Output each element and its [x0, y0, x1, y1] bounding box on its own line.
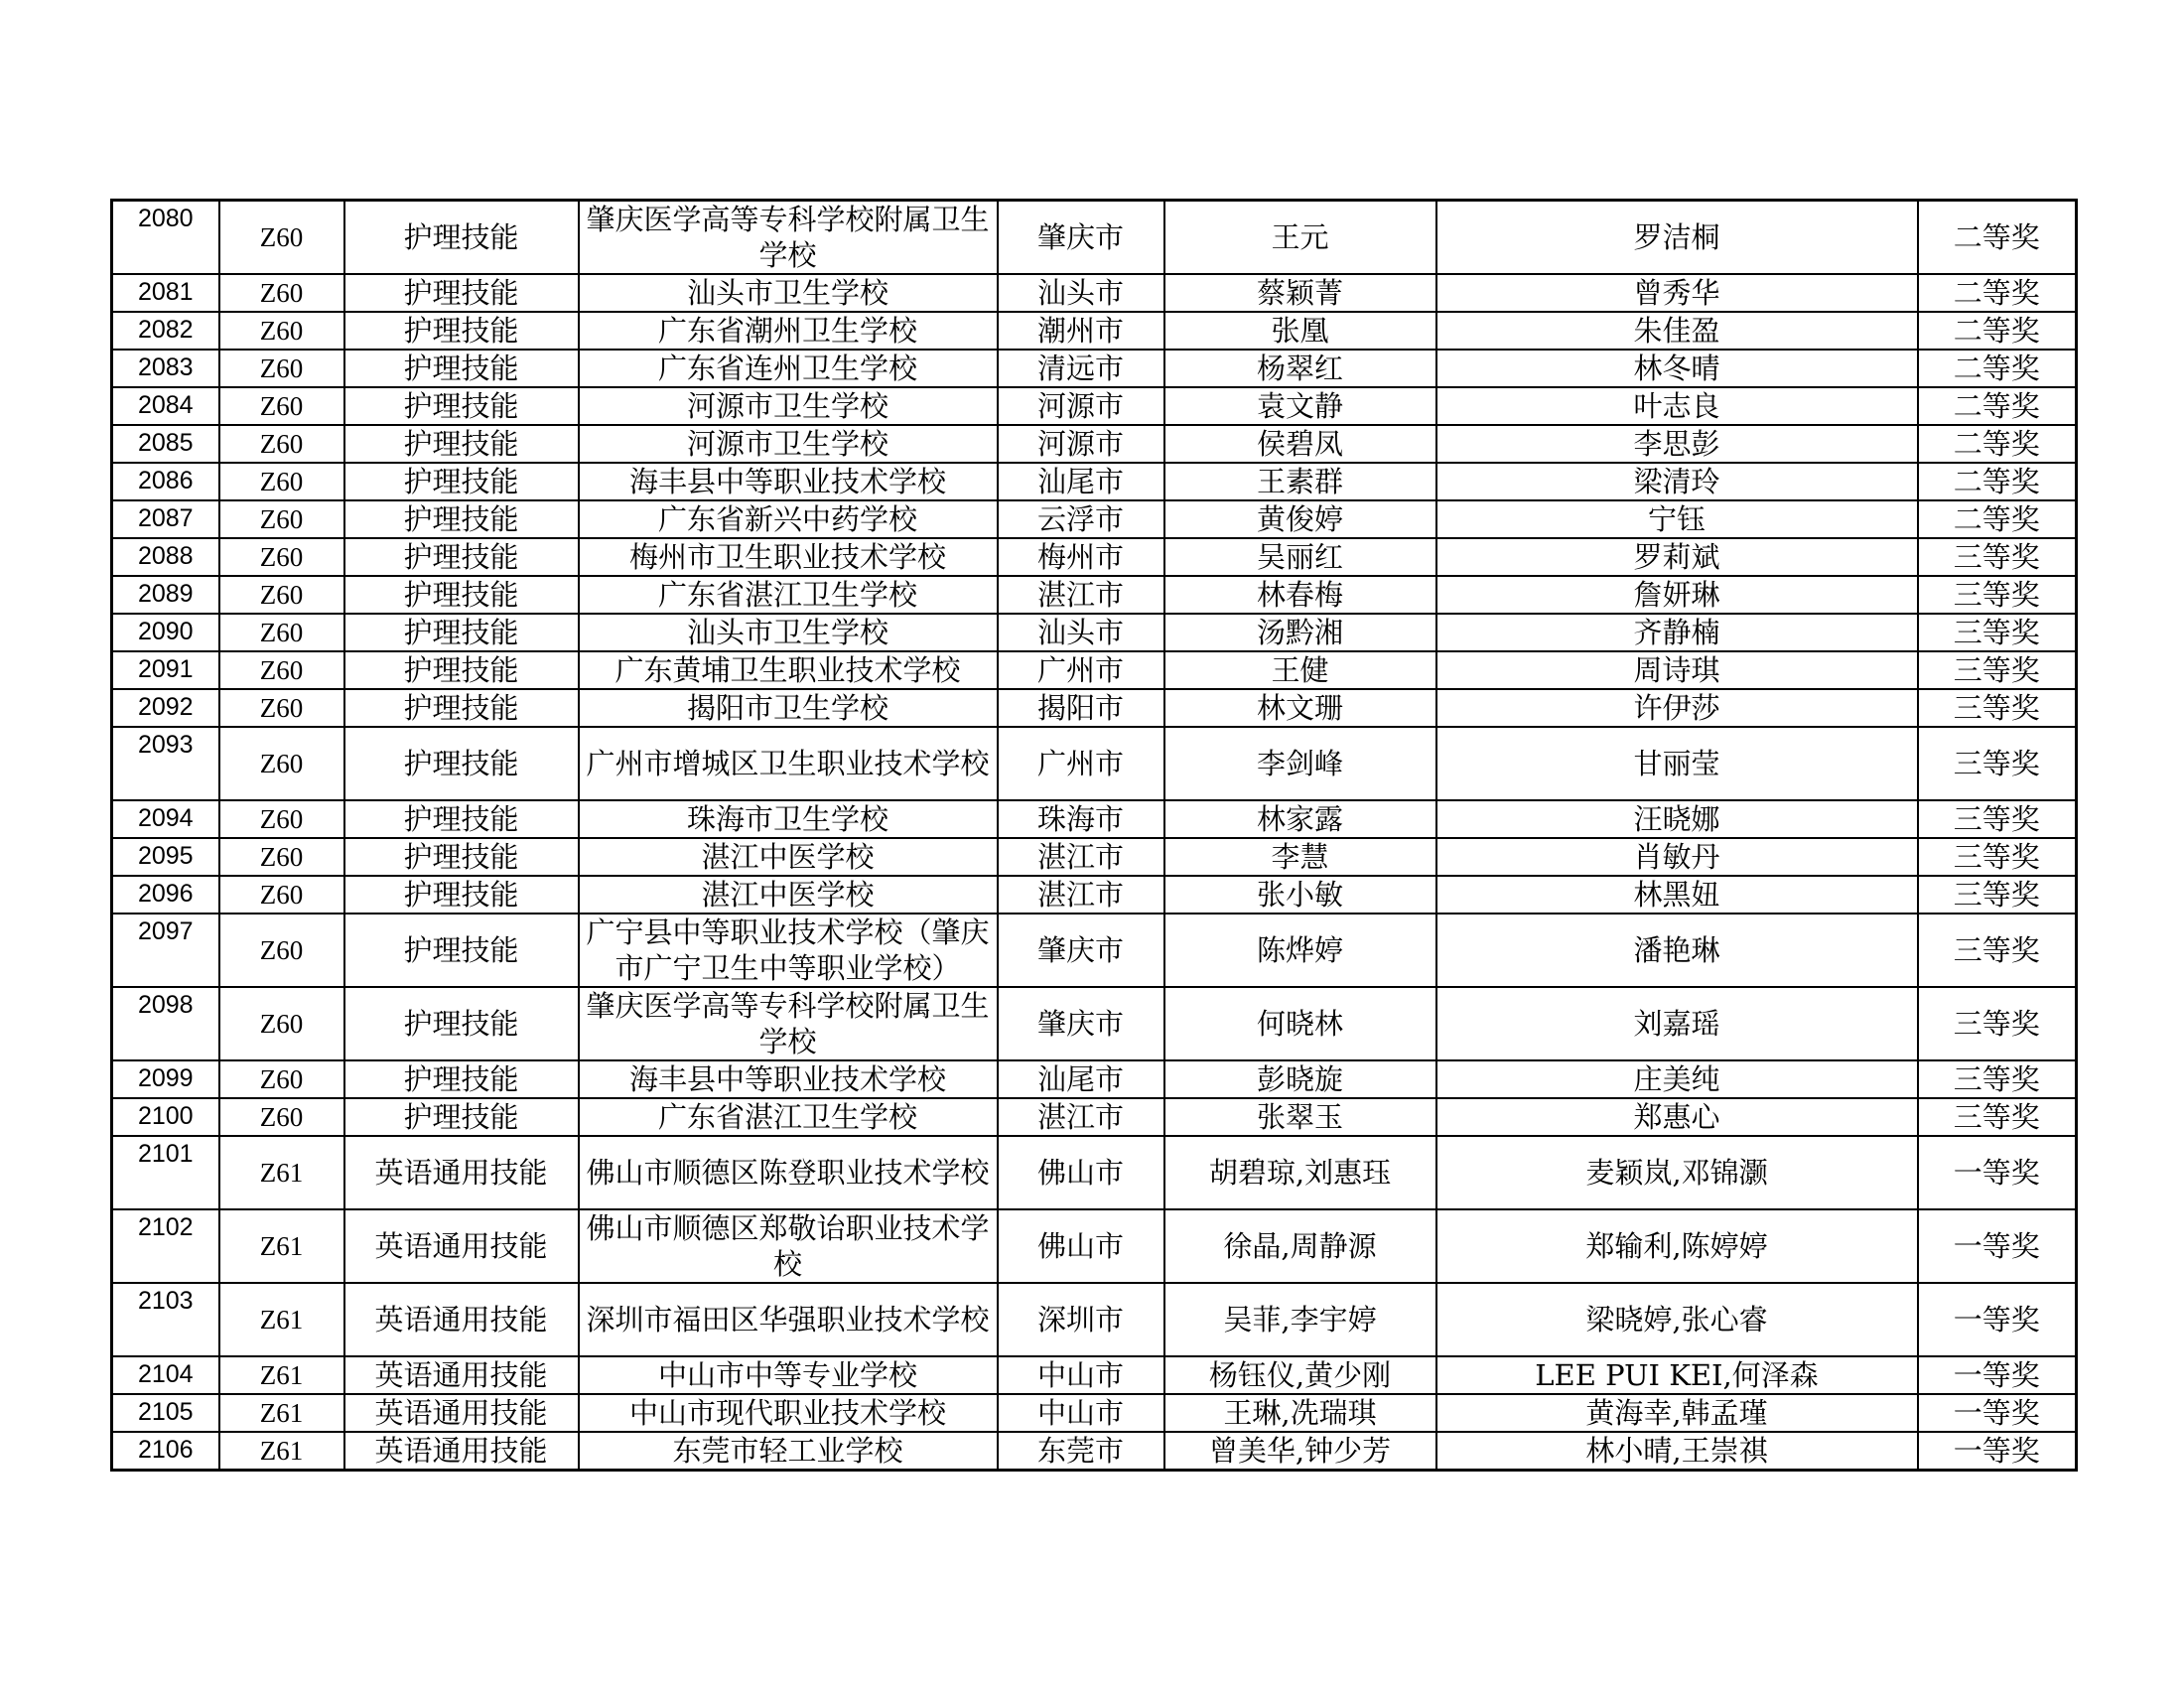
event-name-cell: 护理技能 [344, 576, 579, 614]
table-row [112, 800, 2077, 838]
event-name-cell: 护理技能 [344, 914, 579, 987]
student-names-cell: 胡碧琼,刘惠珏 [1164, 1136, 1436, 1209]
award-level-cell: 一等奖 [1918, 1432, 2077, 1471]
school-name-cell: 广东省湛江卫生学校 [579, 576, 998, 614]
event-code-cell: Z60 [219, 1098, 344, 1136]
school-name-cell: 揭阳市卫生学校 [579, 689, 998, 727]
event-name-cell: 护理技能 [344, 500, 579, 538]
award-level-cell: 三等奖 [1918, 914, 2077, 987]
event-code-cell: Z60 [219, 274, 344, 312]
student-names-cell: 吴丽红 [1164, 538, 1436, 576]
student-names-cell: 张翠玉 [1164, 1098, 1436, 1136]
row-number-cell: 2086 [112, 463, 219, 500]
school-name-cell: 中山市现代职业技术学校 [579, 1394, 998, 1432]
row-number-cell: 2080 [112, 201, 219, 275]
award-level-cell: 二等奖 [1918, 350, 2077, 387]
event-code-cell: Z60 [219, 463, 344, 500]
table-row [112, 1356, 2077, 1394]
event-name-cell: 英语通用技能 [344, 1394, 579, 1432]
row-number-cell: 2085 [112, 425, 219, 463]
city-cell: 河源市 [998, 425, 1164, 463]
student-names-cell: 张小敏 [1164, 876, 1436, 914]
award-level-cell: 三等奖 [1918, 800, 2077, 838]
row-number-cell: 2084 [112, 387, 219, 425]
event-code-cell: Z60 [219, 727, 344, 800]
teacher-names-cell: 詹妍琳 [1436, 576, 1918, 614]
event-name-cell: 护理技能 [344, 800, 579, 838]
row-number-cell: 2091 [112, 651, 219, 689]
table-row [112, 1432, 2077, 1471]
event-code-cell: Z60 [219, 914, 344, 987]
event-name-cell: 英语通用技能 [344, 1283, 579, 1356]
student-names-cell: 黄俊婷 [1164, 500, 1436, 538]
city-cell: 广州市 [998, 651, 1164, 689]
student-names-cell: 何晓林 [1164, 987, 1436, 1060]
event-name-cell: 护理技能 [344, 651, 579, 689]
award-level-cell: 二等奖 [1918, 425, 2077, 463]
event-code-cell: Z60 [219, 350, 344, 387]
city-cell: 揭阳市 [998, 689, 1164, 727]
event-name-cell: 护理技能 [344, 312, 579, 350]
teacher-names-cell: 黄海幸,韩孟瑾 [1436, 1394, 1918, 1432]
city-cell: 清远市 [998, 350, 1164, 387]
event-name-cell: 护理技能 [344, 689, 579, 727]
table-row [112, 463, 2077, 500]
table-row [112, 651, 2077, 689]
table-row [112, 876, 2077, 914]
row-number-cell: 2102 [112, 1209, 219, 1283]
city-cell: 东莞市 [998, 1432, 1164, 1471]
teacher-names-cell: 梁晓婷,张心睿 [1436, 1283, 1918, 1356]
teacher-names-cell: 刘嘉瑶 [1436, 987, 1918, 1060]
school-name-cell: 梅州市卫生职业技术学校 [579, 538, 998, 576]
teacher-names-cell: 林黑妞 [1436, 876, 1918, 914]
table-row [112, 1283, 2077, 1356]
award-level-cell: 三等奖 [1918, 876, 2077, 914]
table-row [112, 201, 2077, 275]
row-number-cell: 2096 [112, 876, 219, 914]
event-name-cell: 护理技能 [344, 274, 579, 312]
event-name-cell: 护理技能 [344, 838, 579, 876]
row-number-cell: 2088 [112, 538, 219, 576]
event-name-cell: 护理技能 [344, 425, 579, 463]
teacher-names-cell: 林冬晴 [1436, 350, 1918, 387]
school-name-cell: 佛山市顺德区陈登职业技术学校 [579, 1136, 998, 1209]
table-row [112, 614, 2077, 651]
city-cell: 肇庆市 [998, 914, 1164, 987]
event-code-cell: Z60 [219, 651, 344, 689]
row-number-cell: 2104 [112, 1356, 219, 1394]
row-number-cell: 2101 [112, 1136, 219, 1209]
award-level-cell: 三等奖 [1918, 1060, 2077, 1098]
school-name-cell: 广东省潮州卫生学校 [579, 312, 998, 350]
event-code-cell: Z61 [219, 1283, 344, 1356]
event-name-cell: 护理技能 [344, 987, 579, 1060]
city-cell: 湛江市 [998, 876, 1164, 914]
award-level-cell: 三等奖 [1918, 1098, 2077, 1136]
school-name-cell: 广州市增城区卫生职业技术学校 [579, 727, 998, 800]
student-names-cell: 徐晶,周静源 [1164, 1209, 1436, 1283]
award-level-cell: 二等奖 [1918, 312, 2077, 350]
row-number-cell: 2105 [112, 1394, 219, 1432]
school-name-cell: 广东黄埔卫生职业技术学校 [579, 651, 998, 689]
event-name-cell: 英语通用技能 [344, 1209, 579, 1283]
city-cell: 湛江市 [998, 576, 1164, 614]
teacher-names-cell: 甘丽莹 [1436, 727, 1918, 800]
table-row [112, 387, 2077, 425]
table-row [112, 1136, 2077, 1209]
row-number-cell: 2081 [112, 274, 219, 312]
student-names-cell: 王素群 [1164, 463, 1436, 500]
award-level-cell: 三等奖 [1918, 614, 2077, 651]
event-name-cell: 护理技能 [344, 727, 579, 800]
row-number-cell: 2106 [112, 1432, 219, 1471]
event-name-cell: 护理技能 [344, 387, 579, 425]
event-code-cell: Z61 [219, 1136, 344, 1209]
event-code-cell: Z61 [219, 1432, 344, 1471]
award-level-cell: 二等奖 [1918, 500, 2077, 538]
student-names-cell: 林文珊 [1164, 689, 1436, 727]
event-code-cell: Z60 [219, 576, 344, 614]
city-cell: 珠海市 [998, 800, 1164, 838]
event-code-cell: Z60 [219, 1060, 344, 1098]
award-level-cell: 一等奖 [1918, 1209, 2077, 1283]
award-level-cell: 三等奖 [1918, 538, 2077, 576]
row-number-cell: 2083 [112, 350, 219, 387]
event-code-cell: Z60 [219, 425, 344, 463]
student-names-cell: 吴菲,李宇婷 [1164, 1283, 1436, 1356]
city-cell: 深圳市 [998, 1283, 1164, 1356]
event-code-cell: Z61 [219, 1356, 344, 1394]
city-cell: 肇庆市 [998, 201, 1164, 275]
school-name-cell: 汕头市卫生学校 [579, 614, 998, 651]
event-name-cell: 护理技能 [344, 876, 579, 914]
city-cell: 广州市 [998, 727, 1164, 800]
award-level-cell: 二等奖 [1918, 201, 2077, 275]
school-name-cell: 海丰县中等职业技术学校 [579, 463, 998, 500]
school-name-cell: 广东省湛江卫生学校 [579, 1098, 998, 1136]
city-cell: 汕头市 [998, 614, 1164, 651]
event-code-cell: Z60 [219, 614, 344, 651]
city-cell: 汕头市 [998, 274, 1164, 312]
school-name-cell: 广东省连州卫生学校 [579, 350, 998, 387]
city-cell: 汕尾市 [998, 1060, 1164, 1098]
student-names-cell: 王健 [1164, 651, 1436, 689]
event-code-cell: Z60 [219, 500, 344, 538]
city-cell: 湛江市 [998, 838, 1164, 876]
student-names-cell: 侯碧凤 [1164, 425, 1436, 463]
event-name-cell: 护理技能 [344, 201, 579, 275]
row-number-cell: 2092 [112, 689, 219, 727]
event-name-cell: 护理技能 [344, 538, 579, 576]
teacher-names-cell: 罗莉斌 [1436, 538, 1918, 576]
city-cell: 肇庆市 [998, 987, 1164, 1060]
event-code-cell: Z60 [219, 312, 344, 350]
city-cell: 中山市 [998, 1394, 1164, 1432]
student-names-cell: 彭晓旋 [1164, 1060, 1436, 1098]
teacher-names-cell: 林小晴,王崇祺 [1436, 1432, 1918, 1471]
event-code-cell: Z60 [219, 689, 344, 727]
teacher-names-cell: 叶志良 [1436, 387, 1918, 425]
table-row [112, 914, 2077, 987]
city-cell: 云浮市 [998, 500, 1164, 538]
school-name-cell: 湛江中医学校 [579, 838, 998, 876]
school-name-cell: 广东省新兴中药学校 [579, 500, 998, 538]
award-level-cell: 二等奖 [1918, 463, 2077, 500]
teacher-names-cell: 郑惠心 [1436, 1098, 1918, 1136]
table-row [112, 350, 2077, 387]
teacher-names-cell: 肖敏丹 [1436, 838, 1918, 876]
teacher-names-cell: 郑输利,陈婷婷 [1436, 1209, 1918, 1283]
event-code-cell: Z60 [219, 838, 344, 876]
row-number-cell: 2095 [112, 838, 219, 876]
award-level-cell: 三等奖 [1918, 987, 2077, 1060]
teacher-names-cell: 罗洁桐 [1436, 201, 1918, 275]
student-names-cell: 李剑峰 [1164, 727, 1436, 800]
school-name-cell: 肇庆医学高等专科学校附属卫生学校 [579, 987, 998, 1060]
award-level-cell: 三等奖 [1918, 651, 2077, 689]
student-names-cell: 李慧 [1164, 838, 1436, 876]
teacher-names-cell: 庄美纯 [1436, 1060, 1918, 1098]
event-name-cell: 护理技能 [344, 350, 579, 387]
student-names-cell: 林家露 [1164, 800, 1436, 838]
row-number-cell: 2097 [112, 914, 219, 987]
teacher-names-cell: 曾秀华 [1436, 274, 1918, 312]
award-level-cell: 三等奖 [1918, 727, 2077, 800]
award-level-cell: 二等奖 [1918, 387, 2077, 425]
school-name-cell: 汕头市卫生学校 [579, 274, 998, 312]
school-name-cell: 海丰县中等职业技术学校 [579, 1060, 998, 1098]
row-number-cell: 2098 [112, 987, 219, 1060]
row-number-cell: 2094 [112, 800, 219, 838]
school-name-cell: 中山市中等专业学校 [579, 1356, 998, 1394]
event-code-cell: Z60 [219, 538, 344, 576]
award-level-cell: 一等奖 [1918, 1394, 2077, 1432]
award-level-cell: 一等奖 [1918, 1283, 2077, 1356]
school-name-cell: 广宁县中等职业技术学校（肇庆市广宁卫生中等职业学校） [579, 914, 998, 987]
school-name-cell: 湛江中医学校 [579, 876, 998, 914]
student-names-cell: 陈烨婷 [1164, 914, 1436, 987]
row-number-cell: 2100 [112, 1098, 219, 1136]
school-name-cell: 河源市卫生学校 [579, 425, 998, 463]
teacher-names-cell: 许伊莎 [1436, 689, 1918, 727]
student-names-cell: 袁文静 [1164, 387, 1436, 425]
row-number-cell: 2093 [112, 727, 219, 800]
table-row [112, 1394, 2077, 1432]
table-row [112, 312, 2077, 350]
table-row [112, 1098, 2077, 1136]
school-name-cell: 深圳市福田区华强职业技术学校 [579, 1283, 998, 1356]
row-number-cell: 2103 [112, 1283, 219, 1356]
teacher-names-cell: 麦颖岚,邓锦灏 [1436, 1136, 1918, 1209]
student-names-cell: 曾美华,钟少芳 [1164, 1432, 1436, 1471]
table-row [112, 425, 2077, 463]
row-number-cell: 2090 [112, 614, 219, 651]
city-cell: 中山市 [998, 1356, 1164, 1394]
teacher-names-cell: 梁清玲 [1436, 463, 1918, 500]
event-name-cell: 护理技能 [344, 1060, 579, 1098]
table-row [112, 274, 2077, 312]
table-row [112, 689, 2077, 727]
student-names-cell: 蔡颖菁 [1164, 274, 1436, 312]
teacher-names-cell: 李思彭 [1436, 425, 1918, 463]
student-names-cell: 张凰 [1164, 312, 1436, 350]
student-names-cell: 汤黔湘 [1164, 614, 1436, 651]
table-row [112, 727, 2077, 800]
city-cell: 佛山市 [998, 1209, 1164, 1283]
student-names-cell: 林春梅 [1164, 576, 1436, 614]
row-number-cell: 2087 [112, 500, 219, 538]
teacher-names-cell: LEE PUI KEI,何泽森 [1436, 1356, 1918, 1394]
award-level-cell: 三等奖 [1918, 689, 2077, 727]
teacher-names-cell: 周诗琪 [1436, 651, 1918, 689]
teacher-names-cell: 朱佳盈 [1436, 312, 1918, 350]
award-level-cell: 一等奖 [1918, 1136, 2077, 1209]
teacher-names-cell: 汪晓娜 [1436, 800, 1918, 838]
table-row [112, 1060, 2077, 1098]
student-names-cell: 王元 [1164, 201, 1436, 275]
award-level-cell: 三等奖 [1918, 576, 2077, 614]
row-number-cell: 2089 [112, 576, 219, 614]
row-number-cell: 2099 [112, 1060, 219, 1098]
school-name-cell: 肇庆医学高等专科学校附属卫生学校 [579, 201, 998, 275]
table-body [112, 201, 2077, 1471]
event-name-cell: 护理技能 [344, 1098, 579, 1136]
event-name-cell: 英语通用技能 [344, 1356, 579, 1394]
award-list-table [110, 199, 2078, 1472]
table-row [112, 538, 2077, 576]
event-code-cell: Z61 [219, 1209, 344, 1283]
award-level-cell: 二等奖 [1918, 274, 2077, 312]
table-row [112, 987, 2077, 1060]
row-number-cell: 2082 [112, 312, 219, 350]
teacher-names-cell: 潘艳琳 [1436, 914, 1918, 987]
student-names-cell: 杨翠红 [1164, 350, 1436, 387]
school-name-cell: 东莞市轻工业学校 [579, 1432, 998, 1471]
student-names-cell: 杨钰仪,黄少刚 [1164, 1356, 1436, 1394]
award-level-cell: 一等奖 [1918, 1356, 2077, 1394]
award-level-cell: 三等奖 [1918, 838, 2077, 876]
city-cell: 佛山市 [998, 1136, 1164, 1209]
event-code-cell: Z60 [219, 201, 344, 275]
table-row [112, 838, 2077, 876]
school-name-cell: 珠海市卫生学校 [579, 800, 998, 838]
event-name-cell: 英语通用技能 [344, 1432, 579, 1471]
event-code-cell: Z60 [219, 987, 344, 1060]
event-name-cell: 护理技能 [344, 614, 579, 651]
school-name-cell: 河源市卫生学校 [579, 387, 998, 425]
teacher-names-cell: 宁钰 [1436, 500, 1918, 538]
student-names-cell: 王琳,冼瑞琪 [1164, 1394, 1436, 1432]
school-name-cell: 佛山市顺德区郑敬诒职业技术学校 [579, 1209, 998, 1283]
city-cell: 梅州市 [998, 538, 1164, 576]
event-code-cell: Z61 [219, 1394, 344, 1432]
teacher-names-cell: 齐静楠 [1436, 614, 1918, 651]
city-cell: 潮州市 [998, 312, 1164, 350]
event-code-cell: Z60 [219, 876, 344, 914]
table-row [112, 576, 2077, 614]
table-row [112, 1209, 2077, 1283]
city-cell: 汕尾市 [998, 463, 1164, 500]
city-cell: 湛江市 [998, 1098, 1164, 1136]
event-name-cell: 护理技能 [344, 463, 579, 500]
table-row [112, 500, 2077, 538]
event-code-cell: Z60 [219, 387, 344, 425]
event-code-cell: Z60 [219, 800, 344, 838]
event-name-cell: 英语通用技能 [344, 1136, 579, 1209]
city-cell: 河源市 [998, 387, 1164, 425]
